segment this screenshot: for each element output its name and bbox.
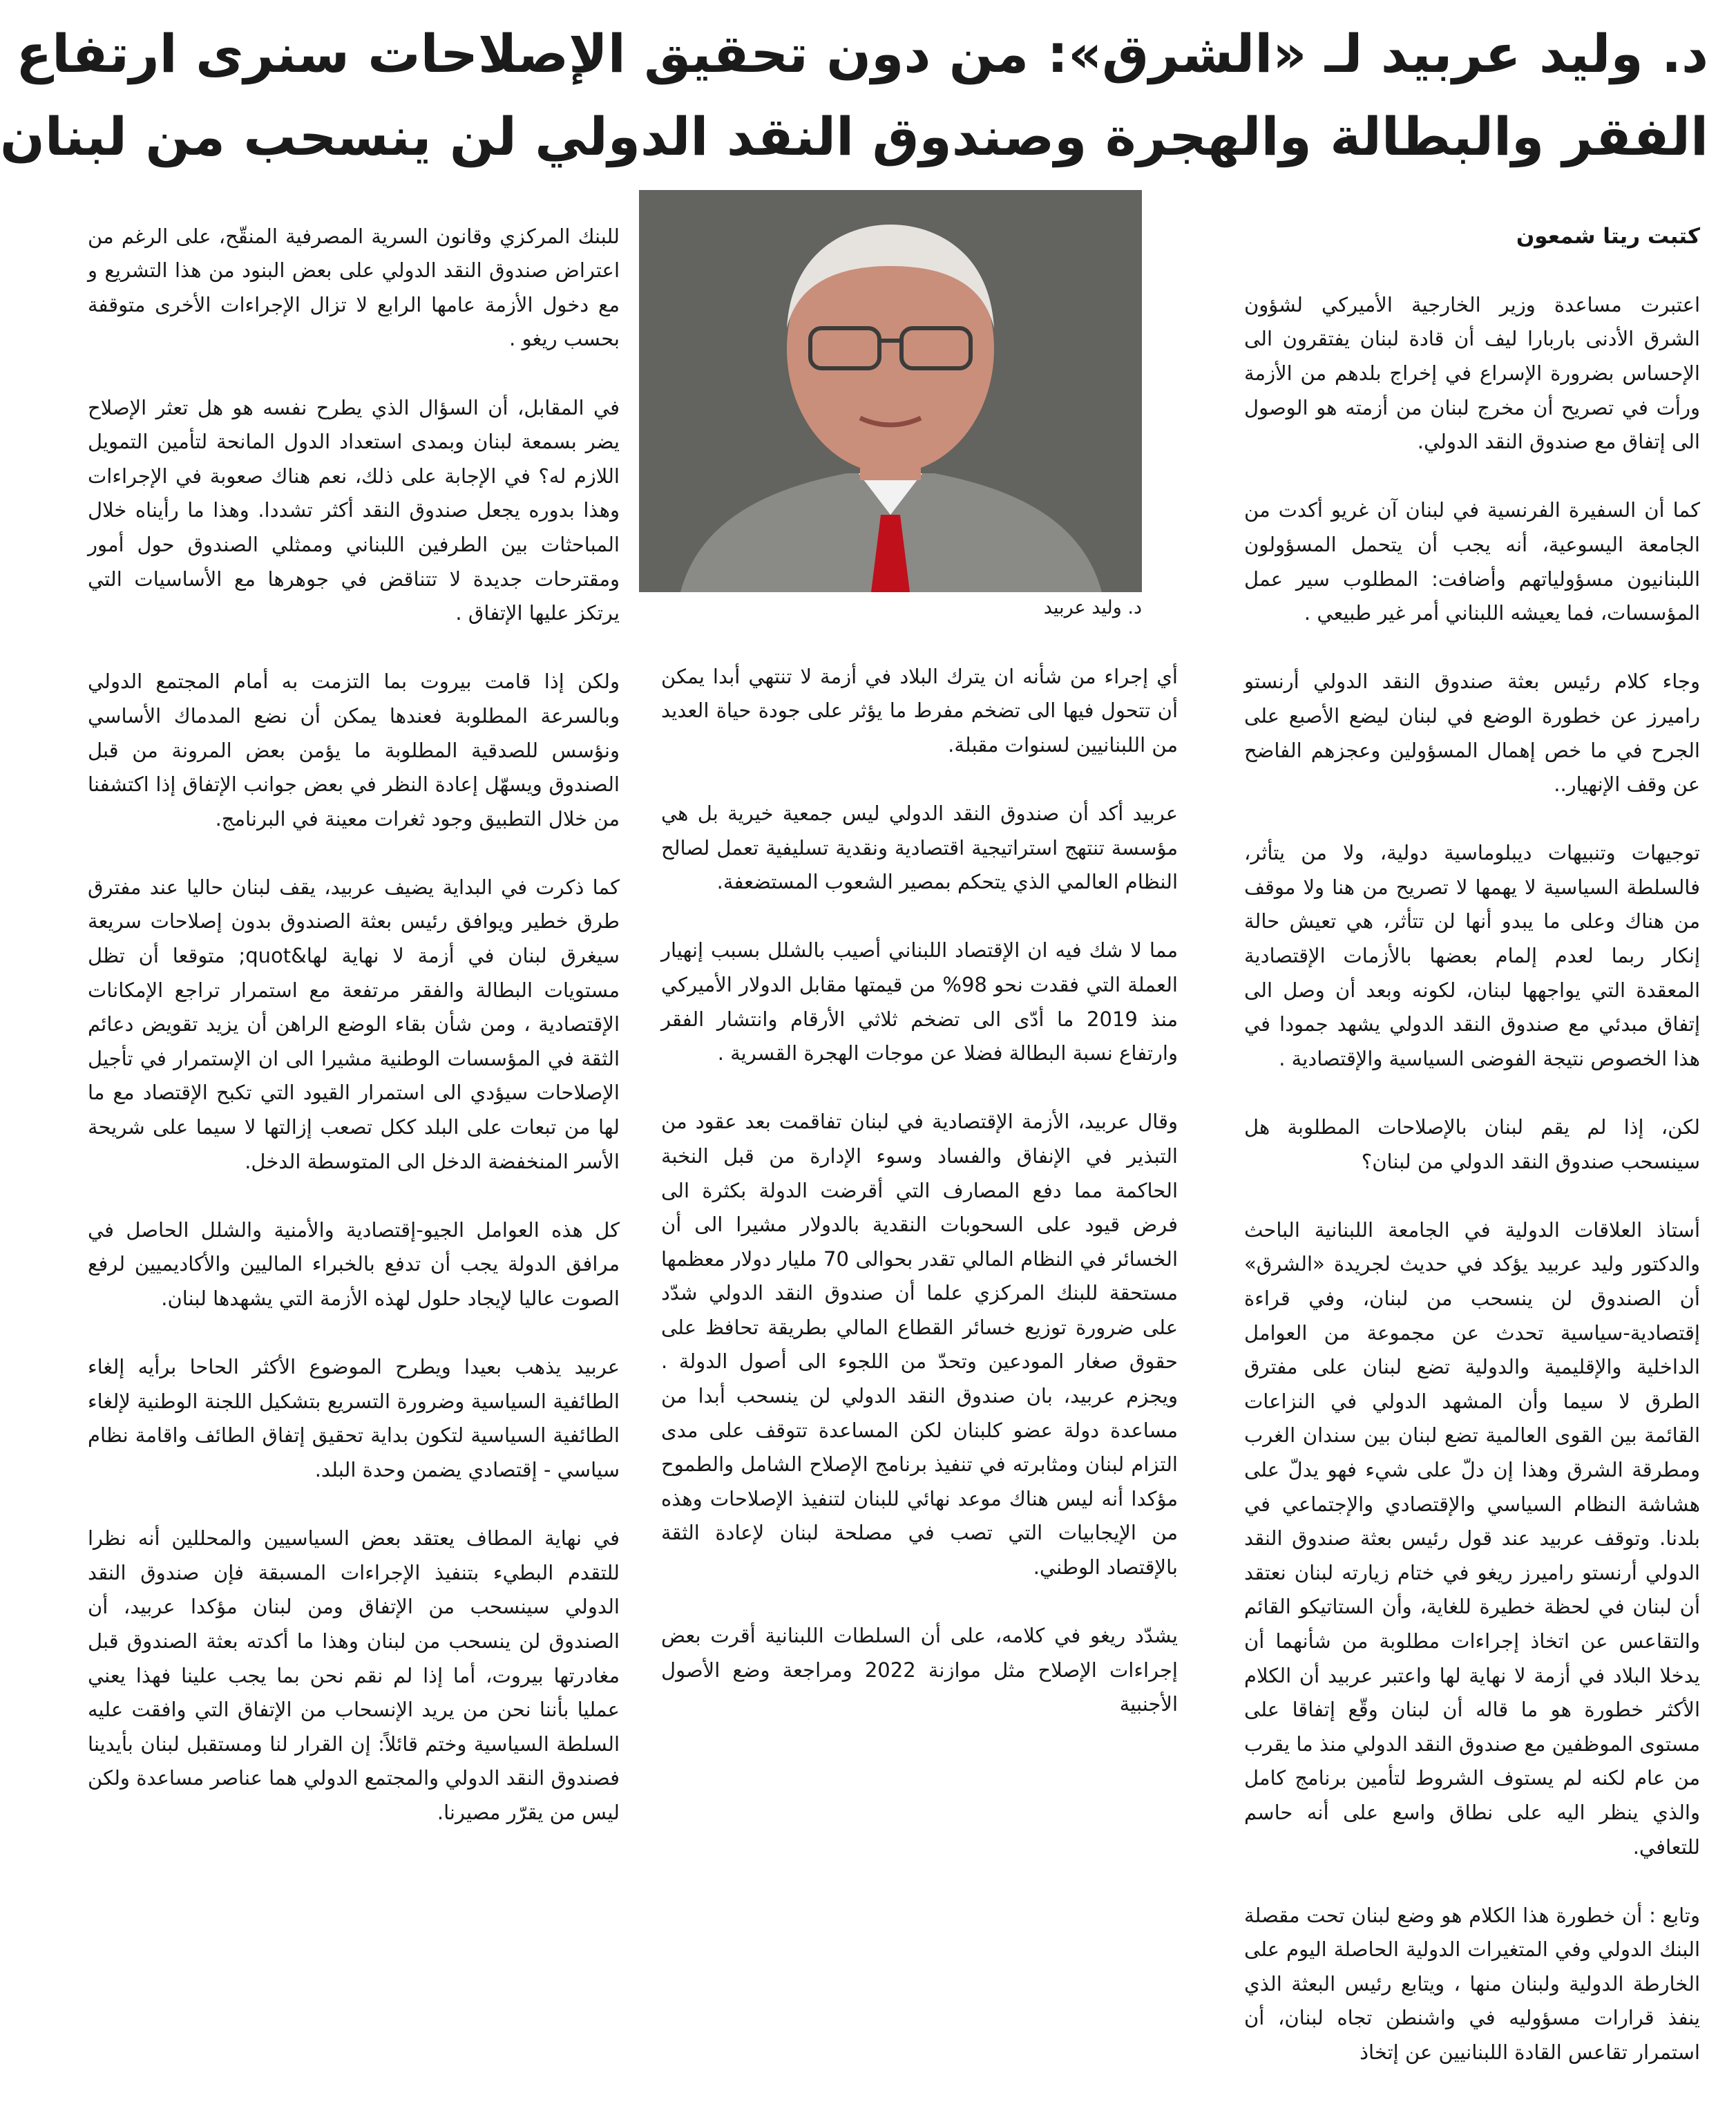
paragraph: للبنك المركزي وقانون السرية المصرفية المنقّح، على الرغم من اعتراض صندوق النقد الدولي على بعض البنود من هذا التشريع و مع دخول الأزمة عامها الرابع لا تزال الإجراءات الأخرى متوقفة بحسب ريغو . bbox=[88, 224, 620, 351]
paragraph: كما أن السفيرة الفرنسية في لبنان آن غريو أكدت من الجامعة اليسوعية، أنه يجب أن يتحمل المسؤولون اللبنانيون مسؤولياتهم وأضافت: المطلوب سير عمل المؤسسات، فما يعيشه اللبناني أمر غير طبيعي . bbox=[1244, 498, 1700, 625]
article-column-left bbox=[88, 185, 620, 1824]
paragraph: أي إجراء من شأنه ان يترك البلاد في أزمة لا تنتهي أبدا يمكن أن تتحول فيها الى تضخم مفرط ما يؤثر على جودة حياة العديد من اللبنانيين لسنوات مقبلة. bbox=[661, 664, 1178, 757]
paragraph: كما ذكرت في البداية يضيف عربيد، يقف لبنان حاليا عند مفترق طرق خطير ويوافق رئيس بعثة الصندوق بدون إصلاحات سريعة سيغرق لبنان في أزمة لا نهاية لها&quot; متوقعا أن تظل مستويات البطالة والفقر مرتفعة مع استمرار تراجع الإمكانات الإقتصادية ، ومن شأن بقاء الوضع الراهن أن يزيد تقويض دعائم الثقة في المؤسسات الوطنية مشيرا الى ان الإستمرار في تأجيل الإصلاحات سيؤدي الى استمرار القيود التي تكبح الإقتصاد مع ما لها من تبعات على البلد ككل تصعب إزالتها لا سيما على شريحة الأسر المنخفضة الدخل الى المتوسطة الدخل. bbox=[88, 875, 620, 1173]
headline-line-2: الفقر والبطالة والهجرة وصندوق النقد الدولي لن ينسحب من لبنان bbox=[0, 106, 1708, 167]
paragraph: عربيد أكد أن صندوق النقد الدولي ليس جمعية خيرية بل هي مؤسسة تنتهج استراتيجية اقتصادية ونقدية تسليفية تعمل لصالح النظام العالمي الذي يتحكم بمصير الشعوب المستضعفة. bbox=[661, 801, 1178, 894]
paragraph: يشدّد ريغو في كلامه، على أن السلطات اللبنانية أقرت بعض إجراءات الإصلاح مثل موازنة 2022 ومراجعة وضع الأصول الأجنبية bbox=[661, 1624, 1178, 1716]
paragraph: توجيهات وتنبيهات ديبلوماسية دولية، ولا من يتأثر، فالسلطة السياسية لا يهمها لا تصريح من هنا ولا موقف من هناك وعلى ما يبدو أنها لن تتأثر، هي تعيش حالة إنكار ربما لعدم إلمام بعضها بالأزمات الإقتصادية المعقدة التي يواجهها لبنان، لكونه وبعد أن وصل الى إتفاق مبدئي مع صندوق النقد الدولي يشهد جمودا في هذا الخصوص نتيجة الفوضى السياسية والإقتصادية . bbox=[1244, 841, 1700, 1070]
paragraph: في نهاية المطاف يعتقد بعض السياسيين والمحللين أنه نظرا للتقدم البطيء بتنفيذ الإجراءات المسبقة فإن صندوق النقد الدولي سينسحب من الإتفاق ومن لبنان مؤكدا عربيد، أن الصندوق لن ينسحب من لبنان وهذا ما أكدته بعثة الصندوق قبل مغادرتها بيروت، أما إذا لم نقم نحن بما يجب علينا فهذا يعني عمليا بأننا نحن من يريد الإنسحاب من الإتفاق التي وافقت عليه السلطة السياسية وختم قائلاً: إن القرار لنا ومستقبل لبنان بأيدينا فصندوق النقد الدولي والمجتمع الدولي هما عناصر مساعدة ولكن ليس من يقرّر مصيرنا. bbox=[88, 1526, 620, 1824]
paragraph: عربيد يذهب بعيدا ويطرح الموضوع الأكثر الحاحا برأيه إلغاء الطائفية السياسية وضرورة التسريع بتشكيل اللجنة الوطنية لإلغاء الطائفية السياسية لتكون بداية تحقيق إتفاق الطائف واقامة نظام سياسي - إقتصادي يضمن وحدة البلد. bbox=[88, 1355, 620, 1481]
paragraph: أستاذ العلاقات الدولية في الجامعة اللبنانية الباحث والدكتور وليد عربيد يؤكد في حديث لجريدة «الشرق» أن الصندوق لن ينسحب من لبنان، وفي قراءة إقتصادية-سياسية تحدث عن مجموعة من العوامل الداخلية والإقليمية والدولية تضع لبنان على مفترق الطرق لا سيما وأن المشهد الدولي في النزاعات القائمة بين القوى العالمية تضع لبنان بين سندان الغرب ومطرقة الشرق وهذا إن دلّ على شيء فهو يدلّ على هشاشة النظام السياسي والإقتصادي والإجتماعي في بلدنا. وتوقف عربيد عند قول رئيس بعثة صندوق النقد الدولي أرنستو راميرز ريغو في ختام زيارته لبنان نعتقد أن لبنان في لحظة خطيرة للغاية، وأن الستاتيكو القائم والتقاعس عن اتخاذ إجراءات مطلوبة من شأنهما أن يدخلا البلاد في أزمة لا نهاية لها واعتبر عربيد أن الكلام الأكثر خطورة هو ما قاله أن لبنان وقّع إتفاقا على مستوى الموظفين مع صندوق النقد الدولي منذ ما يقرب من عام لكنه لم يستوف الشروط لتأمين برنامج كامل والذي ينظر اليه على نطاق واسع على أنه حاسم للتعافي. bbox=[1244, 1217, 1700, 1859]
paragraph: اعتبرت مساعدة وزير الخارجية الأميركي لشؤون الشرق الأدنى باربارا ليف أن قادة لبنان يفتقرون الى الإحساس بضرورة الإسراع في إخراج بلدهم من الأزمة ورأت في تصريح أن مخرج لبنان من أزمته هو الوصول الى إتفاق مع صندوق النقد الدولي. bbox=[1244, 292, 1700, 454]
headline-line-1: د. وليد عربيد لـ «الشرق»: من دون تحقيق الإصلاحات سنرى ارتفاع bbox=[16, 23, 1708, 84]
headline bbox=[0, 12, 1708, 178]
portrait-photo bbox=[639, 190, 1142, 592]
photo-caption: د. وليد عربيد bbox=[1043, 597, 1142, 618]
paragraph: وتابع : أن خطورة هذا الكلام هو وضع لبنان تحت مقصلة البنك الدولي وفي المتغيرات الدولية الحاصلة اليوم على الخارطة الدولية ولبنان منها ، ويتابع رئيس البعثة الذي ينفذ قرارات مسؤوليه في واشنطن تجاه لبنان، أن استمرار تقاعس القادة اللبنانيين عن إتخاذ bbox=[1244, 1903, 1700, 2065]
paragraph: وقال عربيد، الأزمة الإقتصادية في لبنان تفاقمت بعد عقود من التبذير في الإنفاق والفساد وسوء الإدارة من قبل النخبة الحاكمة مما دفع المصارف التي أقرضت الدولة بكثرة الى فرض قيود على السحوبات النقدية بالدولار مشيرا الى أن الخسائر في النظام المالي تقدر بحوالى 70 مليار دولار معظمها مستحقة للبنك المركزي علما أن صندوق النقد الدولي شدّد على ضرورة توزيع خسائر القطاع المالي بطريقة تحافظ على حقوق صغار المودعين وتحدّ من اللجوء الى أصول الدولة . ويجزم عربيد، بان صندوق النقد الدولي لن ينسحب أبدا من مساعدة دولة عضو كلبنان لكن المساعدة تتوقف على مدى التزام لبنان ومثابرته في تنفيذ برنامج الإصلاح الشامل والطموح مؤكدا أنه ليس هناك موعد نهائي للبنان لتنفيذ الإصلاحات وهذه من الإيجابيات التي تصب في مصلحة لبنان لإعادة الثقة بالإقتصاد الوطني. bbox=[661, 1110, 1178, 1580]
article-column-right bbox=[1244, 185, 1700, 2065]
byline: كتبت ريتا شمعون bbox=[1516, 223, 1700, 249]
paragraph: كل هذه العوامل الجيو-إقتصادية والأمنية والشلل الحاصل في مرافق الدولة يجب أن تدفع بالخبراء الماليين والأكاديميين لرفع الصوت عاليا لإيجاد حلول لهذه الأزمة التي يشهدها لبنان. bbox=[88, 1217, 620, 1310]
paragraph: ولكن إذا قامت بيروت بما التزمت به أمام المجتمع الدولي وبالسرعة المطلوبة فعندها يمكن أن نضع المدماك الأساسي ونؤسس للصدقية المطلوبة ما يؤمن بعض المرونة من قبل الصندوق ويسهّل إعادة النظر في بعض جوانب الإتفاق إذا اكتشفنا من خلال التطبيق وجود ثغرات معينة في البرنامج. bbox=[88, 670, 620, 831]
paragraph: وجاء كلام رئيس بعثة صندوق النقد الدولي أرنستو راميرز عن خطورة الوضع في لبنان ليضع الأصبع على الجرح في ما خص إهمال المسؤولين وعجزهم الفاضح عن وقف الإنهيار.. bbox=[1244, 670, 1700, 797]
paragraph: مما لا شك فيه ان الإقتصاد اللبناني أصيب بالشلل بسبب إنهيار العملة التي فقدت نحو 98% من قيمتها مقابل الدولار الأميركي منذ 2019 ما أدّى الى تضخم ثلاثي الأرقام وانتشار الفقر وارتفاع نسبة البطالة فضلا عن موجات الهجرة القسرية . bbox=[661, 938, 1178, 1065]
portrait-illustration bbox=[639, 190, 1142, 592]
article-column-middle bbox=[661, 625, 1178, 1716]
paragraph: في المقابل، أن السؤال الذي يطرح نفسه هو هل تعثر الإصلاح يضر بسمعة لبنان وبمدى استعداد الدول المانحة لتأمين التمويل اللازم له؟ في الإجابة على ذلك، نعم هناك صعوبة في الإجراءات وهذا بدوره يجعل صندوق النقد أكثر تشددا. وهذا ما رأيناه خلال المباحثات بين الطرفين اللبناني وممثلي الصندوق حول أمور ومقترحات جديدة لا تتناقض في جوهرها مع الأساسيات التي يرتكز عليها الإتفاق . bbox=[88, 395, 620, 625]
paragraph: لكن، إذا لم يقم لبنان بالإصلاحات المطلوبة هل سينسحب صندوق النقد الدولي من لبنان؟ bbox=[1244, 1115, 1700, 1173]
